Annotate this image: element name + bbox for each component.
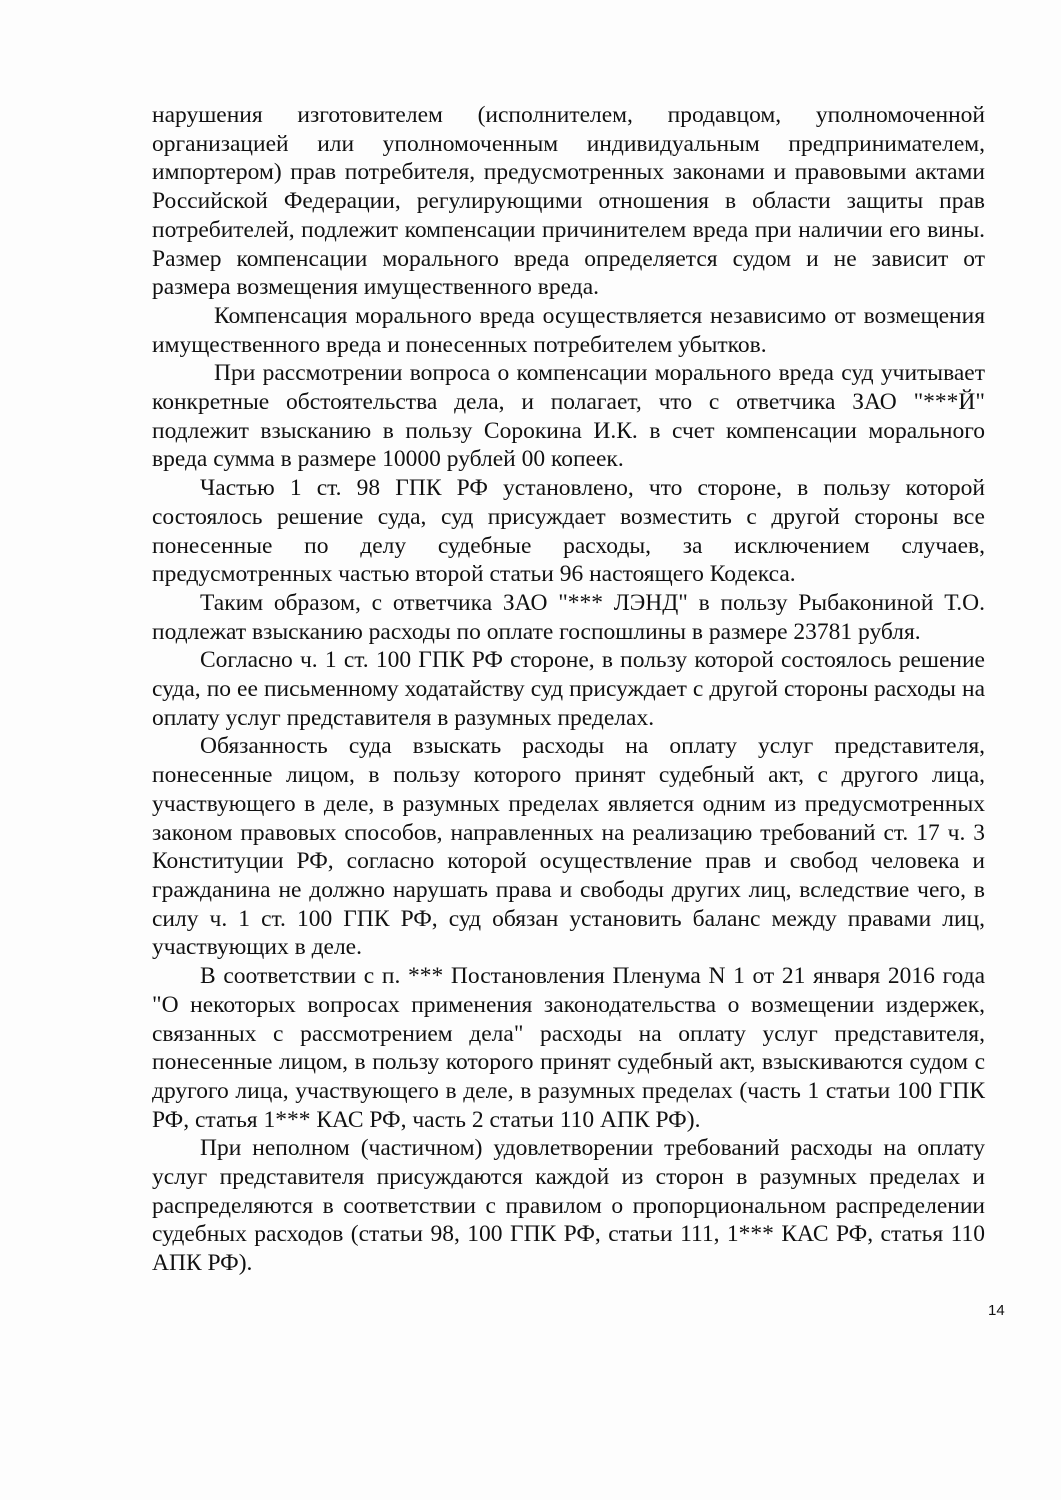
paragraph-5: Таким образом, с ответчика ЗАО "*** ЛЭНД" в пользу Рыбаконинoй Т.О. подлежат взысканию расходы по оплате госпошлины в размере 23781 рубля. [152,589,985,645]
paragraph-7: Обязанность суда взыскать расходы на оплату услуг представителя, понесенные лицом, в пользу которого принят судебный акт, с другого лица, участвующего в деле, в разумных пределах является одним из предусмотренных законом правовых способов, направленных на реализацию требований ст. 17 ч. 3 Конституции РФ, согласно которой осуществление прав и свобод человека и гражданина не должно нарушать права и свободы других лиц, вследствие чего, в силу ч. 1 ст. 100 ГПК РФ, суд обязан установить баланс между правами лиц, участвующих в деле. [152,733,985,961]
paragraph-1: нарушения изготовителем (исполнителем, продавцом, уполномоченной организацией или уполномоченным индивидуальным предпринимателем, импортером) прав потребителя, предусмотренных законами и правовыми актами Российской Федерации, регулирующими отношения в области защиты прав потребителей, подлежит компенсации причинителем вреда при наличии его вины. Размер компенсации морального вреда определяется судом и не зависит от размера возмещения имущественного вреда. [152,102,985,301]
paragraph-4: Частью 1 ст. 98 ГПК РФ установлено, что стороне, в пользу которой состоялось решение суда, суд присуждает возместить с другой стороны все понесенные по делу судебные расходы, за исключением случаев, предусмотренных частью второй статьи 96 настоящего Кодекса. [152,475,985,588]
paragraph-2: Компенсация морального вреда осуществляется независимо от возмещения имущественного вреда и понесенных потребителем убытков. [152,302,985,358]
paragraph-9: При неполном (частичном) удовлетворении требований расходы на оплату услуг представителя присуждаются каждой из сторон в разумных пределах и распределяются в соответствии с правилом о пропорциональном распределении судебных расходов (статьи 98, 100 ГПК РФ, статьи 111, 1*** КАС РФ, статья 110 АПК РФ). [152,1135,985,1277]
paragraph-3: При рассмотрении вопроса о компенсации морального вреда суд учитывает конкретные обстоятельства дела, и полагает, что с ответчика ЗАО "***Й" подлежит взысканию в пользу Сорокина И.К. в счет компенсации морального вреда сумма в размере 10000 рублей 00 копеек. [152,360,985,473]
page-number: 14 [988,1302,1005,1319]
paragraph-6: Согласно ч. 1 ст. 100 ГПК РФ стороне, в пользу которой состоялось решение суда, по ее письменному ходатайству суд присуждает с другой стороны расходы на оплату услуг представителя в разумных пределах. [152,647,985,731]
paragraph-8: В соответствии с п. *** Постановления Пленума N 1 от 21 января 2016 года "О некоторых вопросах применения законодательства о возмещении издержек, связанных с рассмотрением дела" расходы на оплату услуг представителя, понесенные лицом, в пользу которого принят судебный акт, взыскиваются судом с другого лица, участвующего в деле, в разумных пределах (часть 1 статьи 100 ГПК РФ, статья 1*** КАС РФ, часть 2 статьи 110 АПК РФ). [152,963,985,1133]
document-body [152,101,985,1278]
